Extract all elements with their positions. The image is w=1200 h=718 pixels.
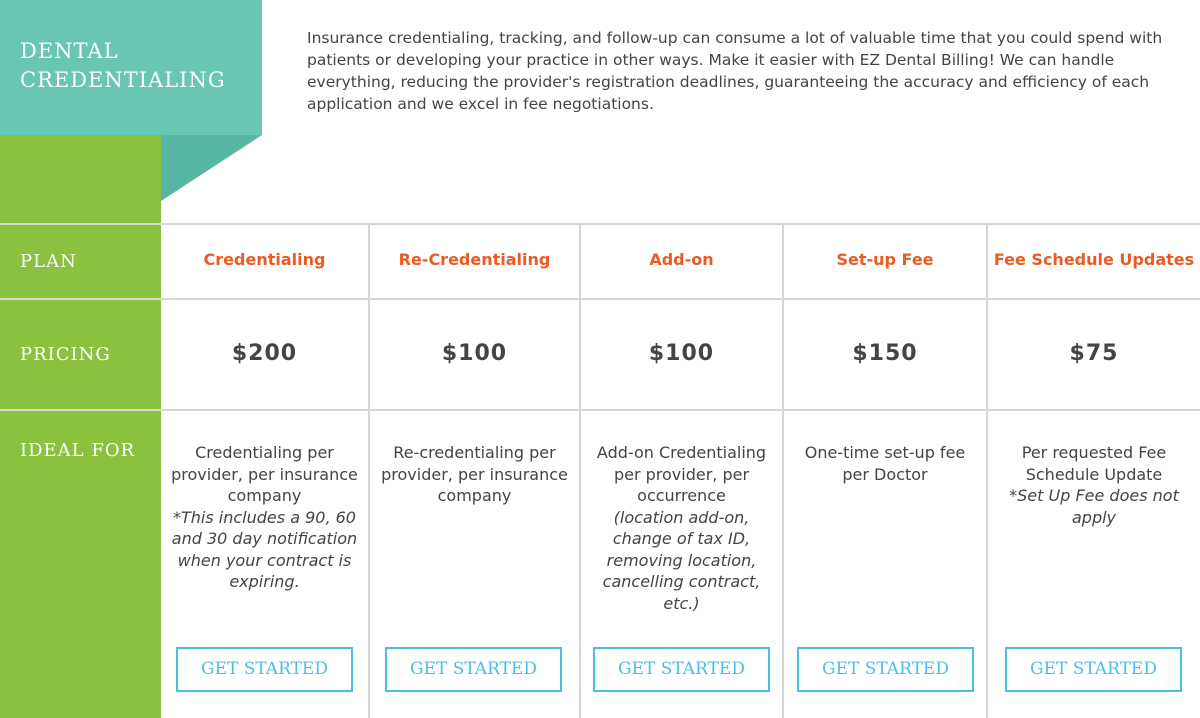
plan-description [165, 442, 364, 593]
plan-description [794, 442, 976, 485]
row-label-pricing: PRICING [20, 344, 111, 365]
plan-description [585, 442, 778, 614]
get-started-button[interactable]: GET STARTED [797, 647, 974, 692]
plan-description [1006, 442, 1182, 528]
plan-column-re-credentialing [370, 224, 579, 718]
get-started-button[interactable]: GET STARTED [593, 647, 770, 692]
plan-name: Credentialing [203, 250, 326, 269]
description-note: *This includes a 90, 60 and 30 day notification when your contract is expiring. [171, 507, 358, 591]
title-line-1: DENTAL [20, 39, 119, 63]
page-title [20, 37, 226, 95]
row-label-plan: PLAN [20, 251, 77, 272]
title-line-2: CREDENTIALING [20, 68, 226, 92]
get-started-button[interactable]: GET STARTED [176, 647, 353, 692]
description-text: One-time set-up fee per Doctor [804, 443, 966, 484]
plan-price: $100 [441, 341, 508, 366]
row-label-ideal-for: IDEAL FOR [20, 440, 136, 461]
plan-column-credentialing [161, 224, 368, 718]
plan-name: Fee Schedule Updates [993, 250, 1195, 269]
get-started-button[interactable]: GET STARTED [1005, 647, 1182, 692]
plan-name: Set-up Fee [836, 250, 934, 269]
plan-name: Re-Credentialing [398, 250, 551, 269]
plan-column-add-on [581, 224, 782, 718]
description-text: Credentialing per provider, per insurance company [171, 443, 358, 505]
banner-fold [161, 135, 262, 201]
intro-text: Insurance credentialing, tracking, and follow-up can consume a lot of valuable time that you could spend with patients or developing your practice in other ways. Make it easier with EZ Dental Billing! We can handle everything, reducing the provider's registration deadlines, guaranteeing the accuracy and efficiency of each application and we excel in fee negotiations. [307, 29, 1163, 113]
plan-name: Add-on [649, 250, 714, 269]
description-note: *Set Up Fee does not apply [1009, 486, 1179, 527]
plan-column-setup-fee [784, 224, 986, 718]
title-banner [0, 0, 262, 135]
description-note: (location add-on, change of tax ID, removing location, cancelling contract, etc.) [602, 507, 761, 613]
plan-price: $75 [1069, 341, 1119, 366]
plan-column-fee-schedule-updates [988, 224, 1200, 718]
plan-price: $150 [852, 341, 918, 366]
plan-price: $200 [231, 341, 298, 366]
description-text: Re-credentialing per provider, per insurance company [381, 443, 568, 505]
get-started-button[interactable]: GET STARTED [385, 647, 562, 692]
description-text: Add-on Credentialing per provider, per occurrence [596, 443, 767, 505]
plan-description [374, 442, 575, 507]
description-text: Per requested Fee Schedule Update [1021, 443, 1167, 484]
plan-price: $100 [648, 341, 715, 366]
